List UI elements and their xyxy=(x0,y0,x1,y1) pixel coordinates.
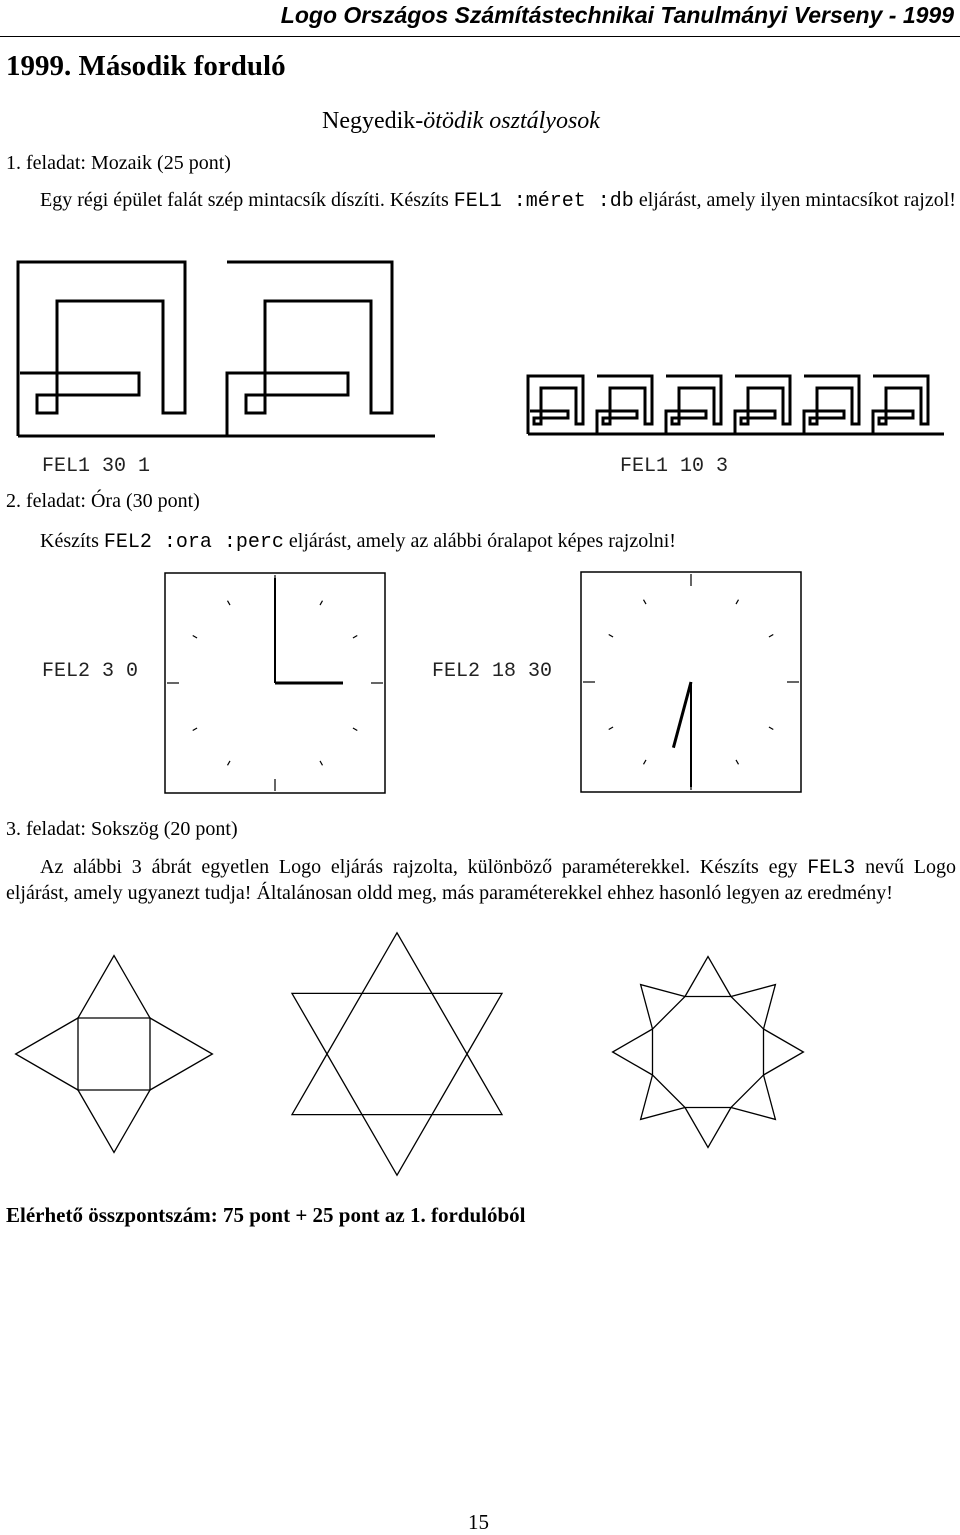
grade-prefix: Negyedik- xyxy=(322,108,424,134)
clock-tick xyxy=(228,761,231,765)
task2-example-label-1: FEL2 3 0 xyxy=(42,660,139,683)
polygon-triangle xyxy=(613,1029,653,1075)
mosaic-large xyxy=(18,260,458,440)
polygon-base xyxy=(653,997,764,1108)
polygon-triangle xyxy=(362,1115,432,1176)
task3-label: 3. feladat xyxy=(6,818,81,840)
grade-suffix: ötödik osztályosok xyxy=(423,108,600,134)
task2-example-label-2: FEL2 18 30 xyxy=(432,660,553,683)
polygon-star-octagon xyxy=(603,955,813,1155)
clock-tick xyxy=(320,761,323,765)
clock-hour-hand xyxy=(673,682,691,748)
clock-tick xyxy=(769,727,773,730)
header-divider xyxy=(0,36,960,37)
task2-code: FEL2 :ora :perc xyxy=(103,531,284,554)
polygon-triangle xyxy=(432,993,502,1054)
task2-text-after: eljárást, amely az alábbi óralapot képes rajzolni! xyxy=(283,530,676,552)
polygon-triangle xyxy=(685,1108,731,1148)
clock-face-1 xyxy=(164,572,386,794)
clock-tick xyxy=(736,600,739,604)
task1-text-after: eljárást, amely ilyen mintacsíkot rajzol! xyxy=(633,189,956,211)
task3-code: FEL3 xyxy=(807,857,856,880)
polygon-base xyxy=(78,1018,150,1090)
polygon-triangle xyxy=(362,933,432,994)
clock-tick xyxy=(769,635,773,638)
clock-tick xyxy=(736,760,739,764)
task2-label: 2. feladat xyxy=(6,490,81,512)
task3-heading xyxy=(6,818,238,841)
polygon-triangle xyxy=(292,993,362,1054)
polygon-triangle xyxy=(292,1054,362,1115)
polygon-triangle xyxy=(764,1029,804,1075)
polygon-triangle xyxy=(78,1090,150,1152)
task1-code: FEL1 :méret :db xyxy=(453,190,634,213)
mosaic-small xyxy=(528,374,948,438)
polygon-triangle xyxy=(150,1018,212,1090)
competition-header: Logo Országos Számítástechnikai Tanulmányi Verseny - 1999 xyxy=(280,2,954,28)
clock-tick xyxy=(609,635,613,638)
polygon-triangle xyxy=(641,1075,685,1119)
clock-face-2 xyxy=(580,571,802,793)
task1-description xyxy=(6,188,956,214)
clock-tick xyxy=(609,727,613,730)
polygon-triangle xyxy=(78,956,150,1018)
polygon-triangle xyxy=(641,985,685,1029)
clock-tick xyxy=(644,760,647,764)
task2-heading xyxy=(6,490,200,513)
task3-text-part1: Az alábbi 3 ábrát egyetlen Logo eljárás rajzolta, különböző paraméterekkel. Készíts egy xyxy=(40,856,808,878)
task3-description xyxy=(6,855,956,906)
polygon-triangle xyxy=(432,1054,502,1115)
polygon-triangle xyxy=(685,957,731,997)
task3-title: : Sokszög (20 pont) xyxy=(80,818,238,840)
task1-text-before: Egy régi épület falát szép mintacsík díszíti. Készíts xyxy=(40,189,454,211)
clock-tick xyxy=(228,601,231,605)
grade-subtitle xyxy=(322,108,600,135)
page-title: 1999. Második forduló xyxy=(6,50,286,82)
polygon-star-square xyxy=(14,940,214,1170)
clock-tick xyxy=(353,728,357,731)
task2-title: : Óra (30 pont) xyxy=(80,490,200,512)
page-number: 15 xyxy=(468,1510,489,1534)
polygon-star-hexagon xyxy=(295,940,505,1170)
task3-text-part2: nevű Logo eljárást, amely ugyanezt tudja! Általánosan oldd meg, más paraméterekkel ehhez hasonló legyen az eredmény! xyxy=(6,856,957,904)
polygon-base xyxy=(327,993,467,1114)
polygon-triangle xyxy=(731,985,775,1029)
task1-example-label-1: FEL1 30 1 xyxy=(42,455,151,478)
task2-description xyxy=(40,530,676,554)
clock-tick xyxy=(193,728,197,731)
clock-tick xyxy=(644,600,647,604)
clock-tick xyxy=(353,636,357,639)
polygon-triangle xyxy=(16,1018,78,1090)
task1-title: : Mozaik (25 pont) xyxy=(80,152,231,174)
task1-label: 1. feladat xyxy=(6,152,81,174)
polygon-triangle xyxy=(731,1075,775,1119)
total-points: Elérhető összpontszám: 75 pont + 25 pont az 1. fordulóból xyxy=(6,1203,526,1227)
task1-example-label-2: FEL1 10 3 xyxy=(620,455,729,478)
clock-tick xyxy=(193,636,197,639)
task2-text-before: Készíts xyxy=(40,530,104,552)
task1-heading xyxy=(6,152,231,175)
clock-tick xyxy=(320,601,323,605)
